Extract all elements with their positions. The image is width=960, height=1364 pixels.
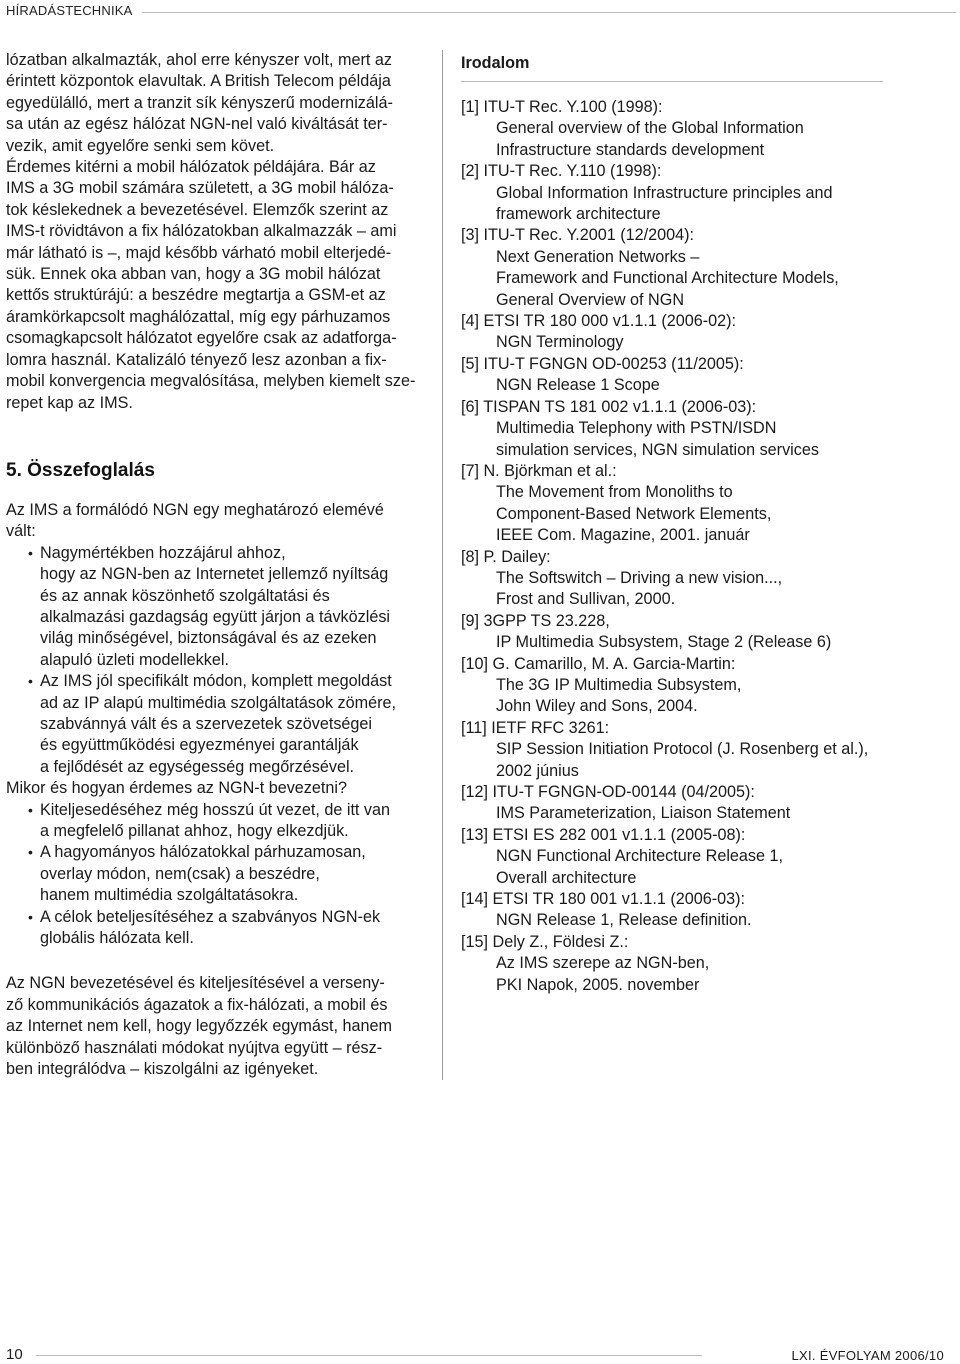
reference-item [461,547,921,611]
list-item [6,543,431,671]
reference-title: IMS Parameterization, Liaison Statement [496,804,791,823]
reference-citation: [10] G. Camarillo, M. A. Garcia-Martin: [461,654,736,673]
references-divider [461,81,883,82]
journal-title: HÍRADÁSTECHNIKA [6,3,133,18]
reference-citation: [4] ETSI TR 180 000 v1.1.1 (2006-02): [461,312,737,331]
header-divider [142,12,956,13]
reference-title: Next Generation Networks – Framework and Functional Architecture Models, General Overview of NGN [496,247,839,309]
reference-title: SIP Session Initiation Protocol (J. Rosenberg et al.), 2002 június [496,740,869,780]
bullet-icon: • [28,801,33,818]
right-column [461,50,921,996]
list-item [6,842,431,906]
reference-citation: [13] ETSI ES 282 001 v1.1.1 (2005-08): [461,825,746,844]
reference-item [461,354,921,397]
reference-title: The Softswitch – Driving a new vision..., Frost and Sullivan, 2000. [496,568,783,609]
list-item-text: A célok beteljesítéséhez a szabványos NGN-ek globális hálózata kell. [40,907,381,948]
list-item-text: Nagymértékben hozzájárul ahhoz, hogy az NGN-ben az Internetet jellemző nyíltság és az annak köszönhető szolgáltatási és alkalmazási gazdagság együtt járjon a távközlési világ minőségével, biztonságával és az ezeken alapuló üzleti modellekkel. [40,543,391,669]
page-number: 10 [6,1346,23,1363]
reference-item [461,611,921,654]
bullet-icon: • [28,908,33,925]
reference-item [461,97,921,161]
list-item-text: Kiteljesedéséhez még hosszú út vezet, de itt van a megfelelő pillanat ahhoz, hogy elkezdjük. [40,800,391,840]
summary-intro: Az IMS a formálódó NGN egy meghatározó elemévé vált: [6,500,384,541]
reference-title: NGN Release 1, Release definition. [496,911,752,930]
bullet-icon: • [28,673,33,690]
reference-item [461,311,921,354]
page-header [0,0,960,24]
section-title: 5. Összefoglalás [6,459,155,481]
reference-title: Global Information Infrastructure principles and framework architecture [496,183,833,224]
reference-title: General overview of the Global Information Infrastructure standards development [496,119,804,159]
reference-citation: [3] ITU-T Rec. Y.2001 (12/2004): [461,226,695,245]
reference-citation: [11] IETF RFC 3261: [461,718,610,737]
list-item [6,671,431,778]
reference-item [461,718,921,782]
question-line: Mikor és hogyan érdemes az NGN-t bevezetni? [6,779,347,798]
left-column [6,50,431,1080]
reference-title: The Movement from Monoliths to Component-Based Network Elements, IEEE Com. Magazine, 2001. január [496,483,772,545]
closing-paragraph: Az NGN bevezetésével és kiteljesítésével a verseny- ző kommunikációs ágazatok a fix-hálózati, a mobil és az Internet nem kell, hogy legyőzzék egymást, hanem különböző használati módokat nyújtva együtt – rész- ben integrálódva – kiszolgálni az igényeket. [6,974,393,1079]
bullet-icon: • [28,844,33,861]
reference-citation: [12] ITU-T FGNGN-OD-00144 (04/2005): [461,783,755,801]
column-divider [442,50,443,1080]
reference-item [461,825,921,889]
footer-divider [36,1355,702,1356]
reference-item [461,782,921,825]
mobile-networks-paragraph: Érdemes kitérni a mobil hálózatok példájára. Bár az IMS a 3G mobil számára született, a 3G mobil hálóza- tok késlekednek a bevezetésével. Elemzők szerint az IMS-t rövidtávon a fix hálózatokban alkalmazzák – ami már látható is –, majd később várható mobil elterjedé- sük. Ennek oka abban van, hogy a 3G mobil hálózat kettős struktúrájú: a beszédre megtartja a GSM-et az áramkörkapcsolt maghálózattal, míg egy párhuzamos csomagkapcsolt hálózatot egyelőre csak az adatforga- lomra használ. Katalizáló tényező lesz azonban a fix- mobil konvergencia megvalósítása, melyben kiemelt sze- repet kap az IMS. [6,158,416,412]
list-item [6,907,431,950]
rollout-bullets [6,800,431,950]
reference-citation: [5] ITU-T FGNGN OD-00253 (11/2005): [461,354,744,373]
list-item-text: Az IMS jól specifikált módon, komplett megoldást ad az IP alapú multimédia szolgáltatások zömére, szabvánnyá vált és a szervezetek szövetségei és együttműködési egyezményei garantálják a fejlődését az egységesség megőrzésével. [40,672,397,776]
reference-title: IP Multimedia Subsystem, Stage 2 (Release 6) [496,633,832,652]
reference-item [461,654,921,718]
references-heading: Irodalom [461,54,530,72]
reference-title: Multimedia Telephony with PSTN/ISDN simulation services, NGN simulation services [496,419,819,459]
reference-title: Az IMS szerepe az NGN-ben, PKI Napok, 2005. november [496,954,710,994]
volume-label: LXI. ÉVFOLYAM 2006/10 [791,1348,944,1363]
intro-paragraph: lózatban alkalmazták, ahol erre kényszer volt, mert az érintett központok elavultak. A British Telecom példája egyedülálló, mert a tranzit sík kényszerű modernizálá- sa után az egész hálózat NGN-nel való kiváltását ter- vezik, amit egyelőre senki sem követ. [6,51,393,155]
bullet-icon: • [28,544,33,561]
reference-citation: [9] 3GPP TS 23.228, [461,611,610,630]
reference-item [461,461,921,547]
reference-citation: [6] TISPAN TS 181 002 v1.1.1 (2006-03): [461,397,757,416]
reference-citation: [7] N. Björkman et al.: [461,461,617,480]
reference-item [461,161,921,225]
reference-item [461,889,921,932]
reference-title: NGN Release 1 Scope [496,376,660,395]
summary-bullets [6,543,431,778]
page-footer [0,1340,960,1364]
reference-title: NGN Functional Architecture Release 1, Overall architecture [496,847,784,887]
list-item-text: A hagyományos hálózatokkal párhuzamosan, overlay módon, nem(csak) a beszédre, hanem multimédia szolgáltatásokra. [40,843,366,905]
reference-title: NGN Terminology [496,333,624,352]
reference-list [461,97,921,996]
reference-title: The 3G IP Multimedia Subsystem, John Wiley and Sons, 2004. [496,675,742,716]
reference-citation: [14] ETSI TR 180 001 v1.1.1 (2006-03): [461,890,746,909]
reference-citation: [2] ITU-T Rec. Y.110 (1998): [461,162,662,181]
reference-citation: [1] ITU-T Rec. Y.100 (1998): [461,98,663,116]
reference-citation: [15] Dely Z., Földesi Z.: [461,932,629,951]
reference-item [461,397,921,461]
list-item [6,800,431,843]
reference-item [461,932,921,996]
reference-item [461,225,921,311]
reference-citation: [8] P. Dailey: [461,547,551,566]
